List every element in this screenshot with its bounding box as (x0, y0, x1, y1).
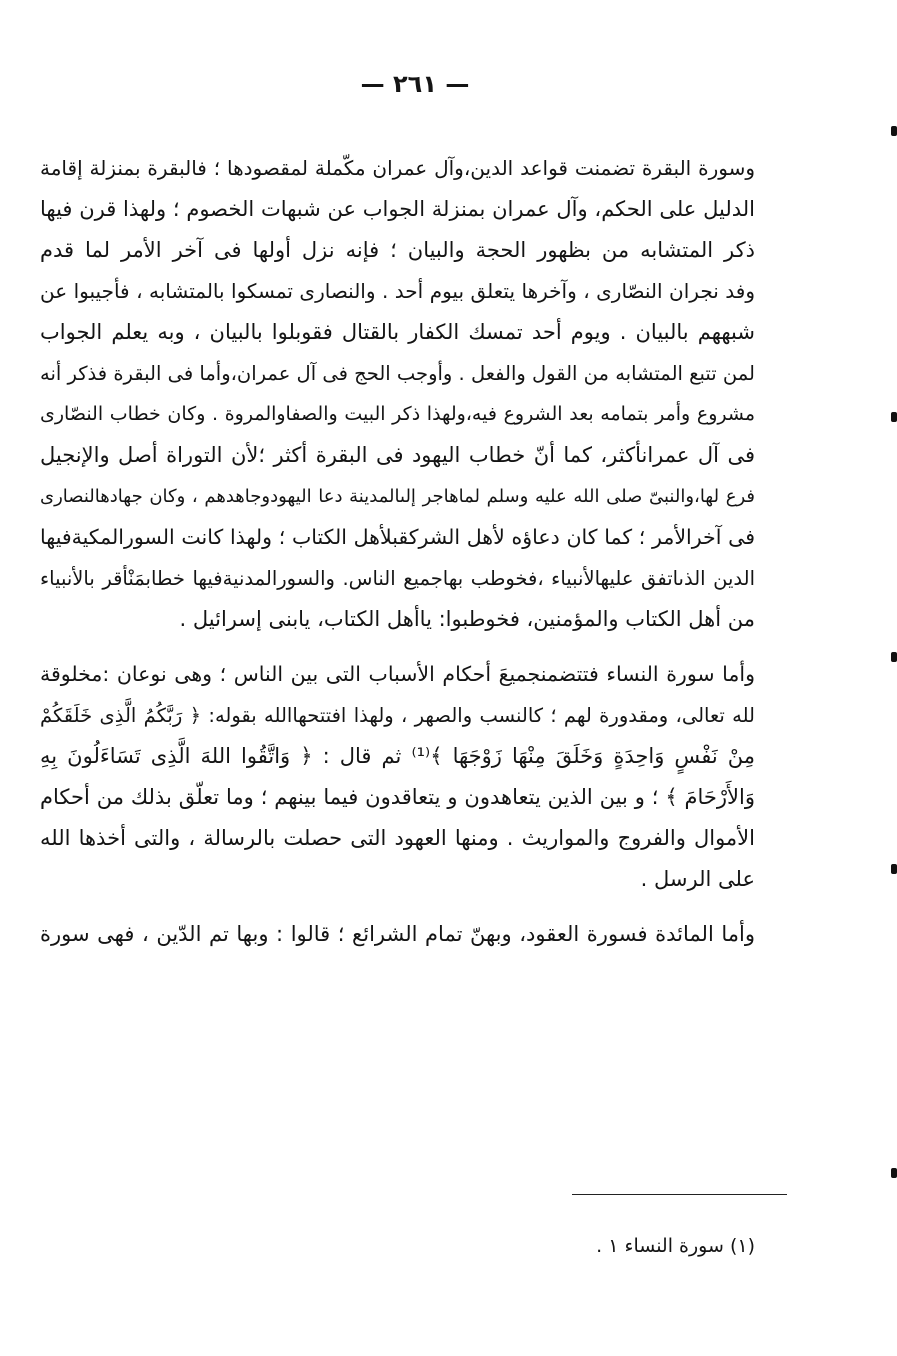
text-line: الدليل على الحكم، وآل عمران بمنزلة الجواب عن شبهات الخصوم ؛ ولهذا قرن فيها (40, 197, 755, 221)
margin-mark (891, 864, 897, 874)
text-line: فى آل عمرانأكثر، كما أنّ خطاب اليهود فى البقرة أكثر ؛لأن التوراة أصل والإنجيل (40, 443, 755, 467)
margin-mark (891, 412, 897, 422)
text-line: وأما سورة النساء فتتضمنجميعَ أحكام الأسباب التى بين الناس ؛ وهى نوعان :مخلوقة (40, 662, 755, 686)
text-line: فرع لها،والنبىّ صلى الله عليه وسلم لماهاجر إلىالمدينة دعا اليهودوجاهدهم ، وكان جهادهالنصارى (40, 486, 755, 507)
text-line: الدين الذىاتفق عليهالأنبياء ،فخوطب بهاجميع الناس. والسورالمدنيةفيها خطابمَنْأقر بالأنبياء (40, 567, 755, 590)
text-line: ذكر المتشابه من بظهور الحجة والبيان ؛ فإنه نزل أولها فى آخر الأمر لما قدم (40, 238, 755, 262)
margin-mark (891, 126, 897, 136)
paragraph-maida (40, 914, 755, 955)
text-line: وأما المائدة فسورة العقود، وبهنّ تمام الشرائع ؛ قالوا : وبها تم الدّين ، فهى سورة (40, 922, 755, 946)
margin-mark (891, 652, 897, 662)
text-line: وَالأَرْحَامَ ﴾ ؛ و بين الذين يتعاهدون و يتعاقدون فيما بينهم ؛ وما تعلّق بذلك من أحكام (40, 785, 755, 809)
text-line: مِنْ نَفْسٍ وَاحِدَةٍ وَخَلَقَ مِنْهَا زَوْجَهَا ﴾⁽¹⁾ ثم قال : ﴿ وَاتَّقُوا اللهَ الَّذِى تَسَاءَلُونَ بِهِ (40, 744, 755, 768)
text-line: مشروع وأمر بتمامه بعد الشروع فيه،ولهذا ذكر البيت والصفاوالمروة . وكان خطاب النصّارى (40, 403, 755, 425)
text-line: فى آخرالأمر ؛ كما كان دعاؤه لأهل الشركقبلأهل الكتاب ؛ ولهذا كانت السورالمكيةفيها (40, 525, 755, 549)
text-line: من أهل الكتاب والمؤمنين، فخوطبوا: ياأهل الكتاب، يابنى إسرائيل . (179, 607, 755, 631)
text-line: وفد نجران النصّارى ، وآخرها يتعلق بيوم أحد . والنصارى تمسكوا بالمتشابه ، فأجيبوا عن (40, 279, 755, 303)
main-text (40, 148, 755, 955)
text-line: شبههم بالبيان . ويوم أحد تمسك الكفار بالقتال فقوبلوا بالبيان ، وبه يعلم الجواب (40, 320, 755, 344)
paragraph-gap (40, 900, 755, 914)
paragraph-gap (40, 640, 755, 654)
text-line: لمن تتبع المتشابه من القول والفعل . وأوجب الحج فى آل عمران،وأما فى البقرة فذكر أنه (40, 362, 755, 385)
text-line: لله تعالى، ومقدورة لهم ؛ كالنسب والصهر ، ولهذا افتتحهاالله بقوله: ﴿ رَبَّكُمُ الَّذِى خَلَقَكُمْ (40, 704, 755, 727)
text-line: على الرسل . (640, 867, 755, 891)
footnote: (١) سورة النساء ١ . (596, 1235, 755, 1257)
page-number: — ٢٦١ — (360, 70, 470, 98)
text-line: الأموال والفروج والمواريث . ومنها العهود التى حصلت بالرسالة ، والتى أخذها الله (40, 826, 755, 850)
text-line: وسورة البقرة تضمنت قواعد الدين،وآل عمران مكّملة لمقصودها ؛ فالبقرة بمنزلة إقامة (40, 156, 755, 180)
paragraph-nisa (40, 654, 755, 900)
paragraph-baqara-al-imran (40, 148, 755, 640)
margin-mark (891, 1168, 897, 1178)
footnote-divider (572, 1194, 787, 1195)
